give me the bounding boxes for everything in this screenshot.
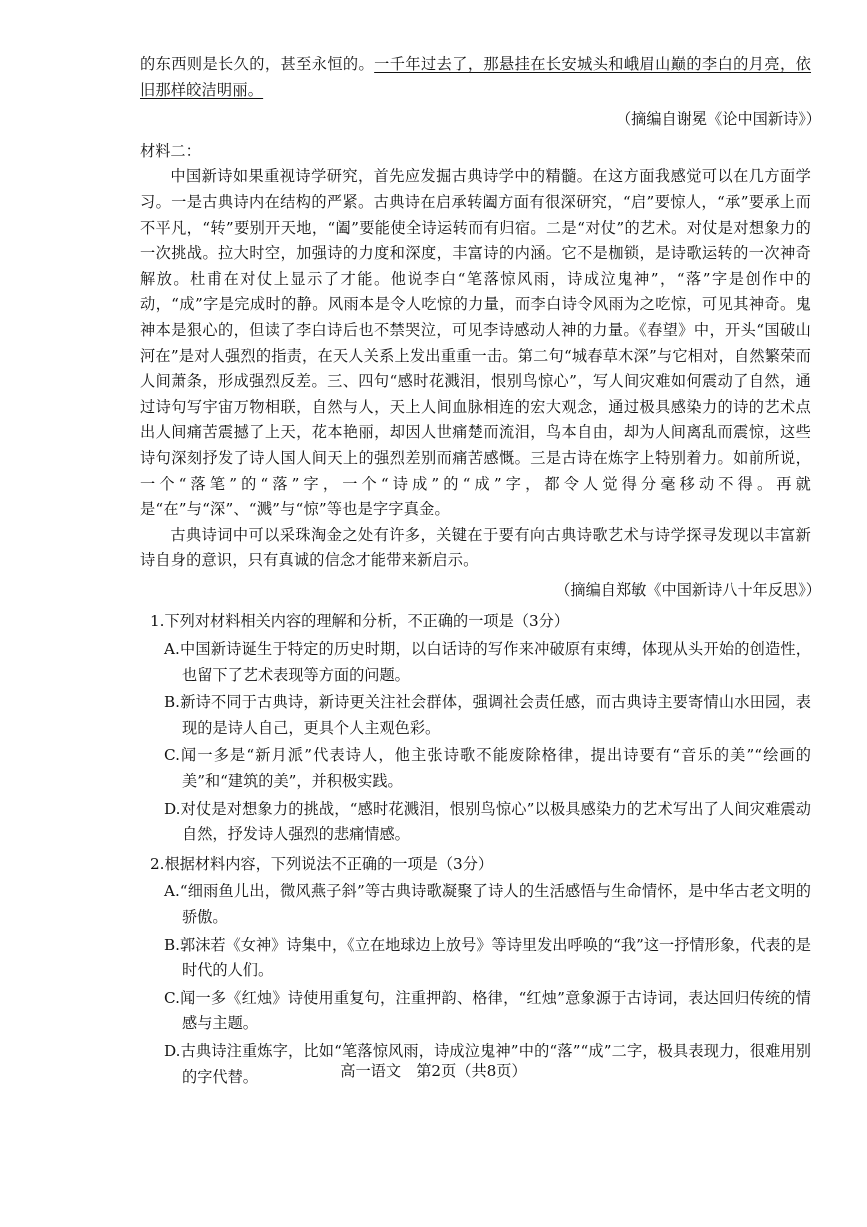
question-2-option-c: C.闻一多《红烛》诗使用重复句，注重押韵、格律，“红烛”意象源于古诗词，表达回归传统的情感与主题。: [164, 988, 811, 1033]
material-two-paragraph-1: 中国新诗如果重视诗学研究，首先应发掘古典诗学中的精髓。在这方面我感觉可以在几方面学习。一是古典诗内在结构的严紧。古典诗在启承转阖方面有很深研究，“启”要惊人，“承”要承上而不平凡，“转”要别开天地，“阖”要能使全诗运转而有归宿。二是“对仗”的艺术。对仗是对想象力的一次挑战。拉大时空，加强诗的力度和深度，丰富诗的内涵。它不是枷锁，是诗歌运转的一次神奇解放。杜甫在对仗上显示了才能。他说李白“笔落惊风雨，诗成泣鬼神”，“落”字是创作中的动，“成”字是完成时的静。风雨本是令人吃惊的力量，而李白诗令风雨为之吃惊，可见其神奇。鬼神本是狠心的，但读了李白诗后也不禁哭泣，可见李诗感动人神的力量。《春望》中，开头“国破山河在”是对人强烈的指责，在天人关系上发出重重一击。第二句“城春草木深”与它相对，自然繁荣而人间萧条，形成强烈反差。三、四句“感时花溅泪，恨别鸟惊心”，写人间灾难如何震动了自然，通过诗句写宇宙万物相联，自然与人，天上人间血脉相连的宏大观念，通过极具感染力的诗的艺术点出人间痛苦震撼了上天，花本艳丽，却因人世痛楚而流泪，鸟本自由，却为人间离乱而震惊，这些诗句深刻抒发了诗人国人间天上的强烈差别而痛苦感慨。三是古诗在炼字上特别着力。如前所说，一个“落笔”的“落”字，一个“诗成”的“成”字，都令人觉得分毫移动不得。再就是“在”与“深”、“溅”与“惊”等也是字字真金。: [140, 167, 811, 519]
continued-text: 的东西则是长久的，甚至永恒的。: [140, 55, 375, 73]
question-1-option-c: C.闻一多是“新月派”代表诗人，他主张诗歌不能废除格律，提出诗要有“音乐的美”“绘画的美”和“建筑的美”，并积极实践。: [164, 746, 811, 791]
question-1-stem: 1.下列对材料相关内容的理解和分析，不正确的一项是（3分）: [150, 612, 570, 631]
source-citation-1: （摘编自谢冕《论中国新诗》）: [615, 110, 821, 129]
question-2-option-d: D.古典诗注重炼字，比如“笔落惊风雨，诗成泣鬼神”中的“落”“成”二字，极具表现力，很难用别的字代替。: [164, 1041, 811, 1086]
page-footer: 高一语文 第2页（共8页）: [340, 1062, 527, 1080]
material-two-paragraph-2: 古典诗词中可以采珠淘金之处有许多，关键在于要有向古典诗歌艺术与诗学探寻发现以丰富新诗自身的意识，只有真诚的信念才能带来新启示。: [140, 525, 811, 570]
question-2: [140, 852, 811, 1090]
question-1-option-a: A.中国新诗诞生于特定的历史时期，以白话诗的写作来冲破原有束缚，体现从头开始的创造性，也留下了艺术表现等方面的问题。: [164, 640, 811, 684]
question-1-option-d: D.对仗是对想象力的挑战，“感时花溅泪，恨别鸟惊心”以极具感染力的艺术写出了人间灾难震动自然，抒发诗人强烈的悲痛情感。: [164, 799, 811, 844]
continued-paragraph: [140, 52, 811, 103]
material-two-heading: 材料二：: [140, 141, 201, 160]
question-2-stem: 2.根据材料内容，下列说法不正确的一项是（3分）: [150, 854, 494, 873]
question-1-option-b: B.新诗不同于古典诗，新诗更关注社会群体，强调社会责任感，而古典诗主要寄情山水田园，表现的是诗人自己，更具个人主观色彩。: [164, 693, 811, 737]
question-2-option-b: B.郭沫若《女神》诗集中，《立在地球边上放号》等诗里发出呼唤的“我”这一抒情形象，代表的是时代的人们。: [164, 935, 811, 980]
source-citation-2: （摘编自郑敏《中国新诗八十年反思》）: [555, 580, 821, 599]
question-1: [140, 609, 811, 847]
underlined-sentence: 一千年过去了，那悬挂在长安城头和峨眉山巅的李白的月亮，依旧那样皎洁明丽。: [140, 55, 812, 99]
question-2-option-a: A.“细雨鱼儿出，微风燕子斜”等古典诗歌凝聚了诗人的生活感悟与生命情怀，是中华古老文明的骄傲。: [164, 882, 811, 926]
